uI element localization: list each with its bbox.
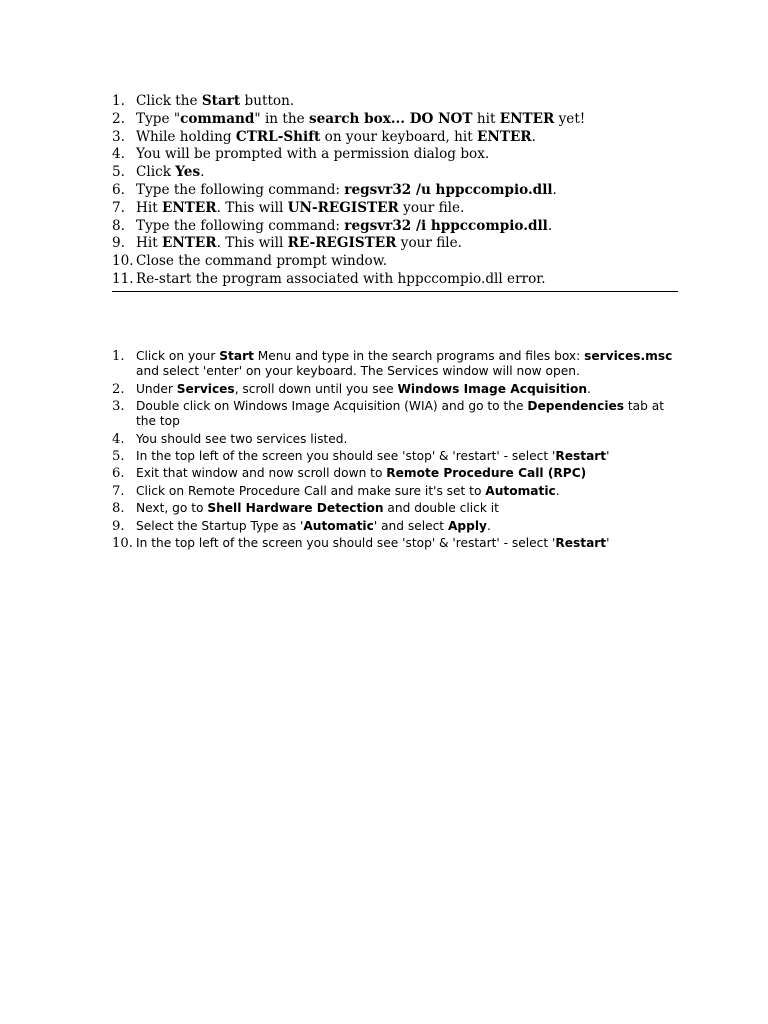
services-step-item: [112, 466, 678, 481]
text-run: . This will: [216, 235, 288, 252]
services-step-item: [112, 536, 678, 551]
command-prompt-steps-list: [112, 93, 678, 292]
services-step-item: [112, 519, 678, 534]
text-run: and select 'enter' on your keyboard. The Services window will now open.: [136, 364, 580, 379]
step-text: [136, 200, 678, 218]
emphasized-text: Apply: [447, 518, 487, 533]
text-run: and double click it: [383, 501, 499, 516]
step-text: [136, 129, 678, 147]
text-run: Click on Remote Procedure Call and make sure it's set to: [136, 483, 486, 498]
step-text: [136, 382, 678, 397]
step-text: [136, 93, 678, 111]
step-number: 7.: [112, 483, 125, 499]
emphasized-text: Start: [201, 93, 241, 109]
command-step-item: [112, 111, 678, 129]
services-step-item: [112, 349, 678, 379]
emphasized-text: Windows Image Acquisition: [397, 381, 588, 396]
emphasized-text: Remote Procedure Call (RPC): [386, 466, 587, 481]
step-number: 5.: [112, 164, 125, 181]
step-number: 9.: [112, 518, 125, 534]
text-run: .: [552, 181, 557, 198]
step-number: 6.: [112, 181, 125, 198]
text-run: While holding: [136, 128, 236, 145]
step-text: [136, 235, 678, 253]
text-run: Next, go to: [136, 501, 208, 516]
emphasized-text: Restart: [555, 448, 607, 463]
text-run: ': [606, 448, 610, 463]
step-number: 10.: [112, 535, 133, 551]
text-run: Type the following command:: [136, 181, 345, 198]
text-run: hit: [472, 110, 500, 127]
step-text: [136, 253, 678, 271]
step-number: 8.: [112, 217, 125, 234]
step-number: 2.: [112, 381, 125, 397]
services-step-item: [112, 484, 678, 499]
emphasized-text: CTRL-Shift: [235, 128, 321, 145]
services-step-item: [112, 501, 678, 516]
emphasized-text: Shell Hardware Detection: [207, 501, 384, 516]
text-run: Close the command prompt window.: [136, 253, 388, 270]
emphasized-text: regsvr32 /i hppccompio.dll: [344, 217, 548, 234]
step-text: [136, 484, 678, 499]
step-text: [136, 271, 678, 289]
emphasized-text: Yes: [175, 164, 201, 181]
text-run: Menu and type in the search programs and files box:: [253, 349, 585, 363]
step-number: 3.: [112, 128, 125, 145]
step-number: 7.: [112, 199, 125, 216]
command-step-item: [112, 129, 678, 147]
step-text: [136, 399, 678, 429]
text-run: In the top left of the screen you should see 'stop' & 'restart' - select ': [136, 535, 556, 550]
text-run: Click on your: [136, 349, 220, 363]
services-step-item: [112, 399, 678, 429]
step-text: [136, 466, 678, 481]
step-number: 11.: [112, 270, 134, 287]
emphasized-text: Restart: [555, 535, 607, 550]
text-run: .: [486, 518, 491, 533]
text-run: .: [547, 217, 553, 234]
step-number: 4.: [112, 146, 125, 163]
services-steps-list: [112, 349, 678, 553]
emphasized-text: Automatic: [303, 518, 374, 533]
text-run: your file.: [396, 235, 462, 252]
step-text: [136, 449, 678, 464]
services-step-item: [112, 449, 678, 464]
services-step-item: [112, 382, 678, 397]
command-step-item: [112, 271, 678, 289]
text-run: Type ": [136, 110, 181, 127]
emphasized-text: Dependencies: [527, 398, 625, 413]
step-number: 2.: [112, 110, 125, 127]
text-run: You should see two services listed.: [136, 431, 348, 446]
emphasized-text: RE-REGISTER: [287, 235, 397, 252]
command-step-item: [112, 253, 678, 271]
step-number: 9.: [112, 235, 125, 252]
emphasized-text: ENTER: [162, 235, 217, 252]
step-number: 4.: [112, 431, 125, 447]
step-text: [136, 218, 678, 236]
step-text: [136, 432, 678, 447]
emphasized-text: ENTER: [162, 199, 217, 216]
step-number: 6.: [112, 466, 125, 482]
text-run: .: [200, 164, 205, 181]
step-text: [136, 164, 678, 182]
emphasized-text: ENTER: [499, 110, 555, 127]
text-run: Hit: [136, 235, 162, 252]
step-text: [136, 146, 678, 164]
step-text: [136, 536, 678, 551]
emphasized-text: Start: [219, 349, 254, 363]
emphasized-text: search box... DO NOT: [308, 110, 473, 127]
text-run: Click: [136, 164, 176, 181]
text-run: button.: [240, 93, 295, 109]
text-run: In the top left of the screen you should see 'stop' & 'restart' - select ': [136, 448, 556, 463]
step-number: 1.: [112, 349, 125, 364]
text-run: Under: [136, 381, 177, 396]
emphasized-text: Automatic: [485, 483, 556, 498]
text-run: .: [587, 381, 591, 396]
text-run: ': [606, 535, 610, 550]
text-run: . This will: [216, 199, 288, 216]
text-run: Select the Startup Type as ': [136, 518, 304, 533]
step-text: [136, 182, 678, 200]
step-number: 5.: [112, 448, 125, 464]
command-step-item: [112, 146, 678, 164]
text-run: ' and select: [373, 518, 448, 533]
command-step-item: [112, 93, 678, 111]
step-number: 10.: [112, 253, 134, 270]
text-run: Type the following command:: [136, 217, 345, 234]
text-run: Exit that window and now scroll down to: [136, 466, 387, 481]
text-run: on your keyboard, hit: [320, 128, 478, 145]
text-run: Hit: [136, 199, 162, 216]
text-run: " in the: [254, 110, 309, 127]
services-step-item: [112, 432, 678, 447]
step-text: [136, 111, 678, 129]
emphasized-text: Services: [176, 381, 235, 396]
command-step-item: [112, 164, 678, 182]
command-step-item: [112, 200, 678, 218]
emphasized-text: services.msc: [584, 349, 673, 363]
step-text: [136, 501, 678, 516]
step-text: [136, 349, 678, 379]
emphasized-text: regsvr32 /u hppccompio.dll: [344, 181, 553, 198]
text-run: .: [531, 128, 536, 145]
emphasized-text: UN-REGISTER: [287, 199, 399, 216]
text-run: Double click on Windows Image Acquisition (WIA) and go to the: [136, 398, 528, 413]
text-run: your file.: [398, 199, 465, 216]
text-run: You will be prompted with a permission dialog box.: [136, 146, 490, 163]
step-number: 8.: [112, 501, 125, 517]
step-number: 1.: [112, 93, 125, 109]
emphasized-text: ENTER: [477, 128, 532, 145]
step-text: [136, 519, 678, 534]
emphasized-text: command: [180, 110, 255, 127]
text-run: , scroll down until you see: [234, 381, 398, 396]
text-run: Click the: [136, 93, 202, 109]
command-step-item: [112, 182, 678, 200]
command-step-item: [112, 235, 678, 253]
text-run: yet!: [554, 110, 586, 127]
text-run: .: [555, 483, 560, 498]
step-number: 3.: [112, 398, 125, 414]
command-step-item: [112, 218, 678, 236]
text-run: Re-start the program associated with hppccompio.dll error.: [136, 270, 546, 287]
text-run: tab at the top: [136, 398, 665, 429]
